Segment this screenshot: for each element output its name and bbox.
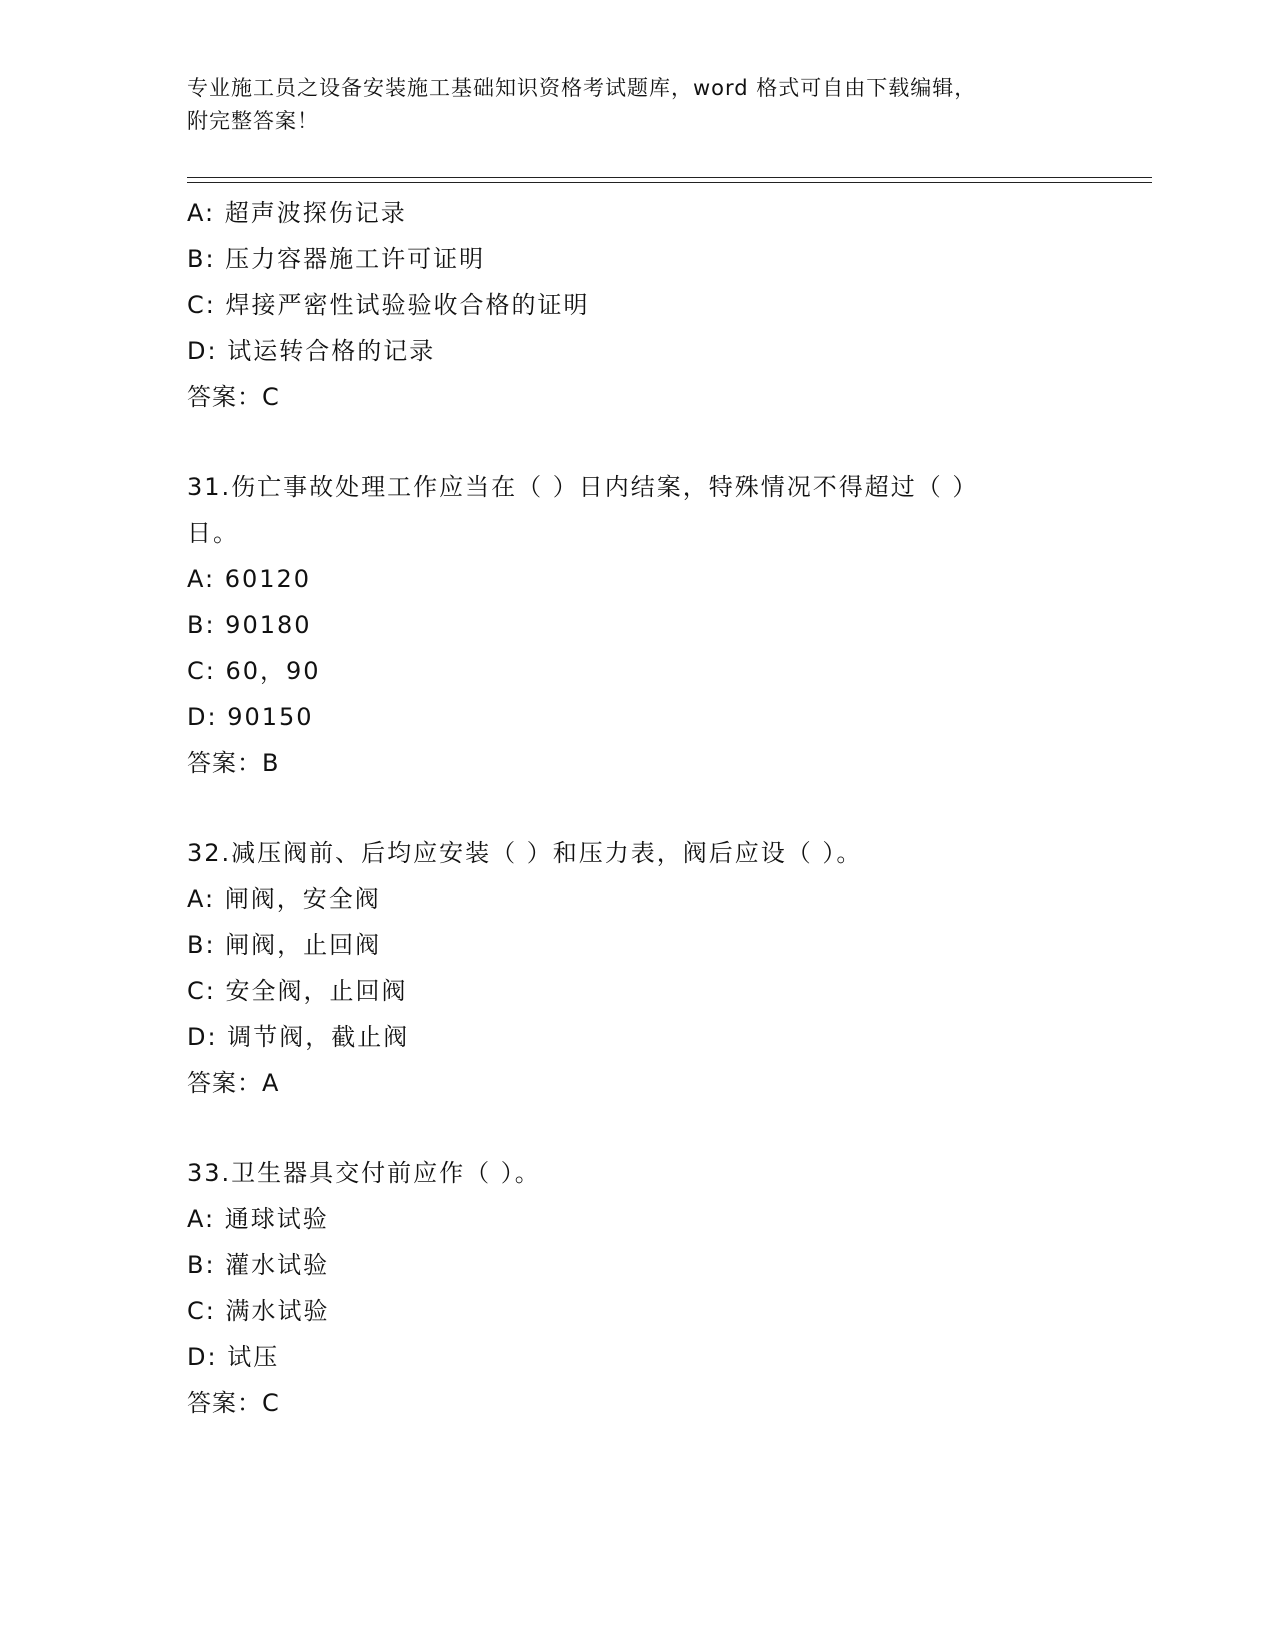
question-text: 32.减压阀前、后均应安装（ ）和压力表，阀后应设（ ）。 — [187, 839, 863, 867]
question-32 — [187, 830, 1147, 1106]
document-header — [187, 72, 1087, 138]
option-b: B: 灌水试验 — [187, 1251, 330, 1279]
option-a: A: 超声波探伤记录 — [187, 199, 407, 227]
option-d: D: 试压 — [187, 1343, 280, 1371]
question-list — [187, 190, 1147, 1426]
spacer — [187, 786, 1147, 830]
answer: 答案：C — [187, 383, 280, 411]
option-b: B: 闸阀，止回阀 — [187, 931, 382, 959]
question-text-continued: 日。 — [187, 519, 239, 547]
option-b: B: 90180 — [187, 611, 312, 639]
option-a: A: 闸阀，安全阀 — [187, 885, 381, 913]
question-continued — [187, 190, 1147, 420]
header-divider-bottom — [187, 182, 1152, 183]
option-d: D: 试运转合格的记录 — [187, 337, 436, 365]
option-a: A: 60120 — [187, 565, 312, 593]
option-c: C: 焊接严密性试验验收合格的证明 — [187, 291, 590, 319]
answer: 答案：B — [187, 749, 280, 777]
question-33 — [187, 1150, 1147, 1426]
option-c: C: 60，90 — [187, 657, 321, 685]
option-c: C: 安全阀，止回阀 — [187, 977, 408, 1005]
header-line-2: 附完整答案！ — [187, 109, 319, 133]
option-b: B: 压力容器施工许可证明 — [187, 245, 486, 273]
spacer — [187, 1106, 1147, 1150]
header-divider-top — [187, 177, 1152, 178]
spacer — [187, 420, 1147, 464]
header-line-1: 专业施工员之设备安装施工基础知识资格考试题库，word 格式可自由下载编辑， — [187, 76, 977, 100]
question-text: 31.伤亡事故处理工作应当在（ ）日内结案，特殊情况不得超过（ ） — [187, 473, 979, 501]
option-a: A: 通球试验 — [187, 1205, 329, 1233]
question-text: 33.卫生器具交付前应作（ ）。 — [187, 1159, 541, 1187]
option-d: D: 调节阀，截止阀 — [187, 1023, 410, 1051]
answer: 答案：C — [187, 1389, 280, 1417]
question-31 — [187, 464, 1147, 786]
option-d: D: 90150 — [187, 703, 314, 731]
option-c: C: 满水试验 — [187, 1297, 330, 1325]
answer: 答案：A — [187, 1069, 280, 1097]
